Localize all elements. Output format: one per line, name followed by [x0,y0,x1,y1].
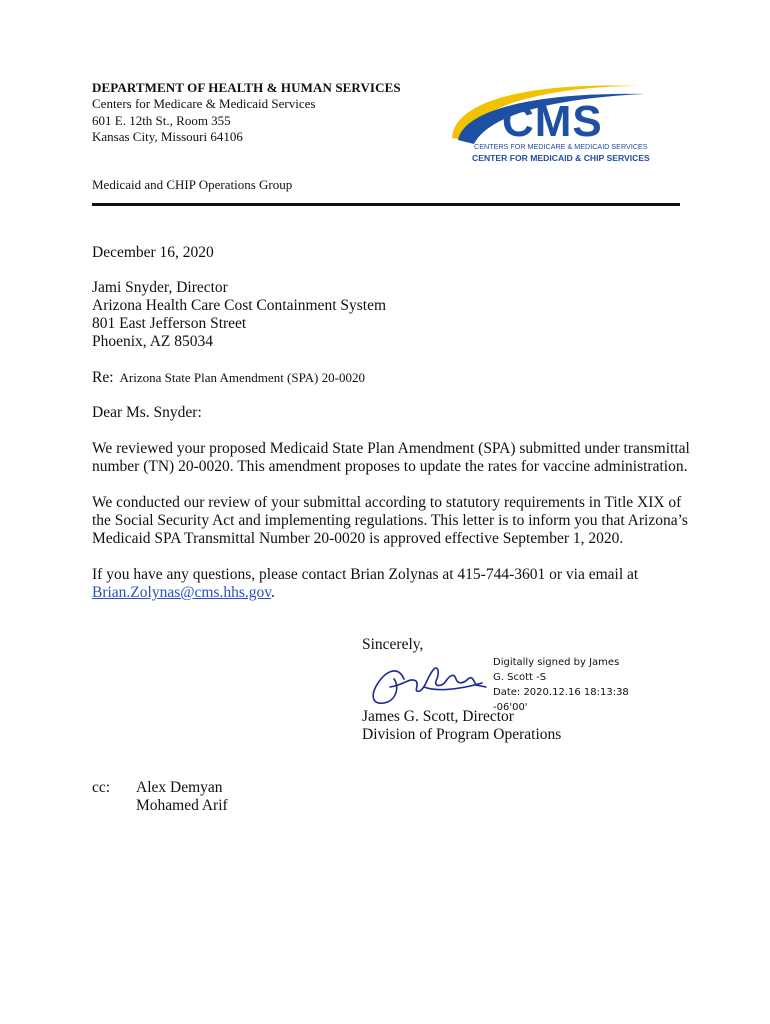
address-line: 601 E. 12th St., Room 355 [92,112,231,128]
signer-name-title: James G. Scott, Director [362,708,514,725]
paragraph-1: We reviewed your proposed Medicaid State Plan Amendment (SPA) submitted under transmittal number (TN) 20-0020. This amendment proposes to update the rates for vaccine administration. [92,440,690,475]
sender-address [92,96,315,146]
recipient-line: Arizona Health Care Cost Containment System [92,297,387,314]
header-divider [92,203,680,206]
address-line: Centers for Medicare & Medicaid Services [92,96,316,111]
cc-label: cc: [92,779,111,796]
signer-block [362,708,561,744]
paragraph-3-text: If you have any questions, please contact Brian Zolynas at 415-744-3601 or via email at [92,566,639,583]
paragraph-3 [92,566,692,602]
letter-date: December 16, 2020 [92,244,214,261]
recipient-line: 801 East Jefferson Street [92,315,247,332]
logo-line1: CENTERS FOR MEDICARE & MEDICAID SERVICES [474,142,648,151]
paragraph-3-end: . [271,584,275,601]
address-line: Kansas City, Missouri 64106 [92,129,243,144]
signature-stroke [373,668,486,703]
cc-name: Mohamed Arif [136,797,228,814]
re-subject: Arizona State Plan Amendment (SPA) 20-0020 [119,370,365,385]
signer-division: Division of Program Operations [362,726,562,743]
digital-signature-stamp [493,655,629,715]
recipient-block [92,279,386,351]
recipient-line: Jami Snyder, Director [92,279,228,296]
digital-signature-line: G. Scott -S [493,672,547,683]
closing: Sincerely, [362,636,424,653]
email-link[interactable]: Brian.Zolynas@cms.hhs.gov [92,584,272,601]
logo-wordmark: CMS [502,97,603,146]
subject-line [92,369,365,387]
digital-signature-line: Digitally signed by James [493,657,620,668]
logo-line2: CENTER FOR MEDICAID & CHIP SERVICES [472,153,650,163]
recipient-line: Phoenix, AZ 85034 [92,333,213,350]
cc-list [136,779,228,815]
cms-logo [444,80,680,168]
digital-signature-line: -06'00' [493,702,528,713]
cc-name: Alex Demyan [136,779,223,796]
re-label: Re: [92,369,114,386]
salutation: Dear Ms. Snyder: [92,404,202,421]
operations-group: Medicaid and CHIP Operations Group [92,177,293,192]
digital-signature-line: Date: 2020.12.16 18:13:38 [493,687,629,698]
handwritten-signature [364,657,490,709]
department-heading: DEPARTMENT OF HEALTH & HUMAN SERVICES [92,80,401,95]
paragraph-2: We conducted our review of your submittal according to statutory requirements in Title XIX of the Social Security Act and implementing regulations. This letter is to inform you that Arizona’s Medicaid SPA Transmittal Number 20-0020 is approved effective September 1, 2020. [92,494,688,547]
